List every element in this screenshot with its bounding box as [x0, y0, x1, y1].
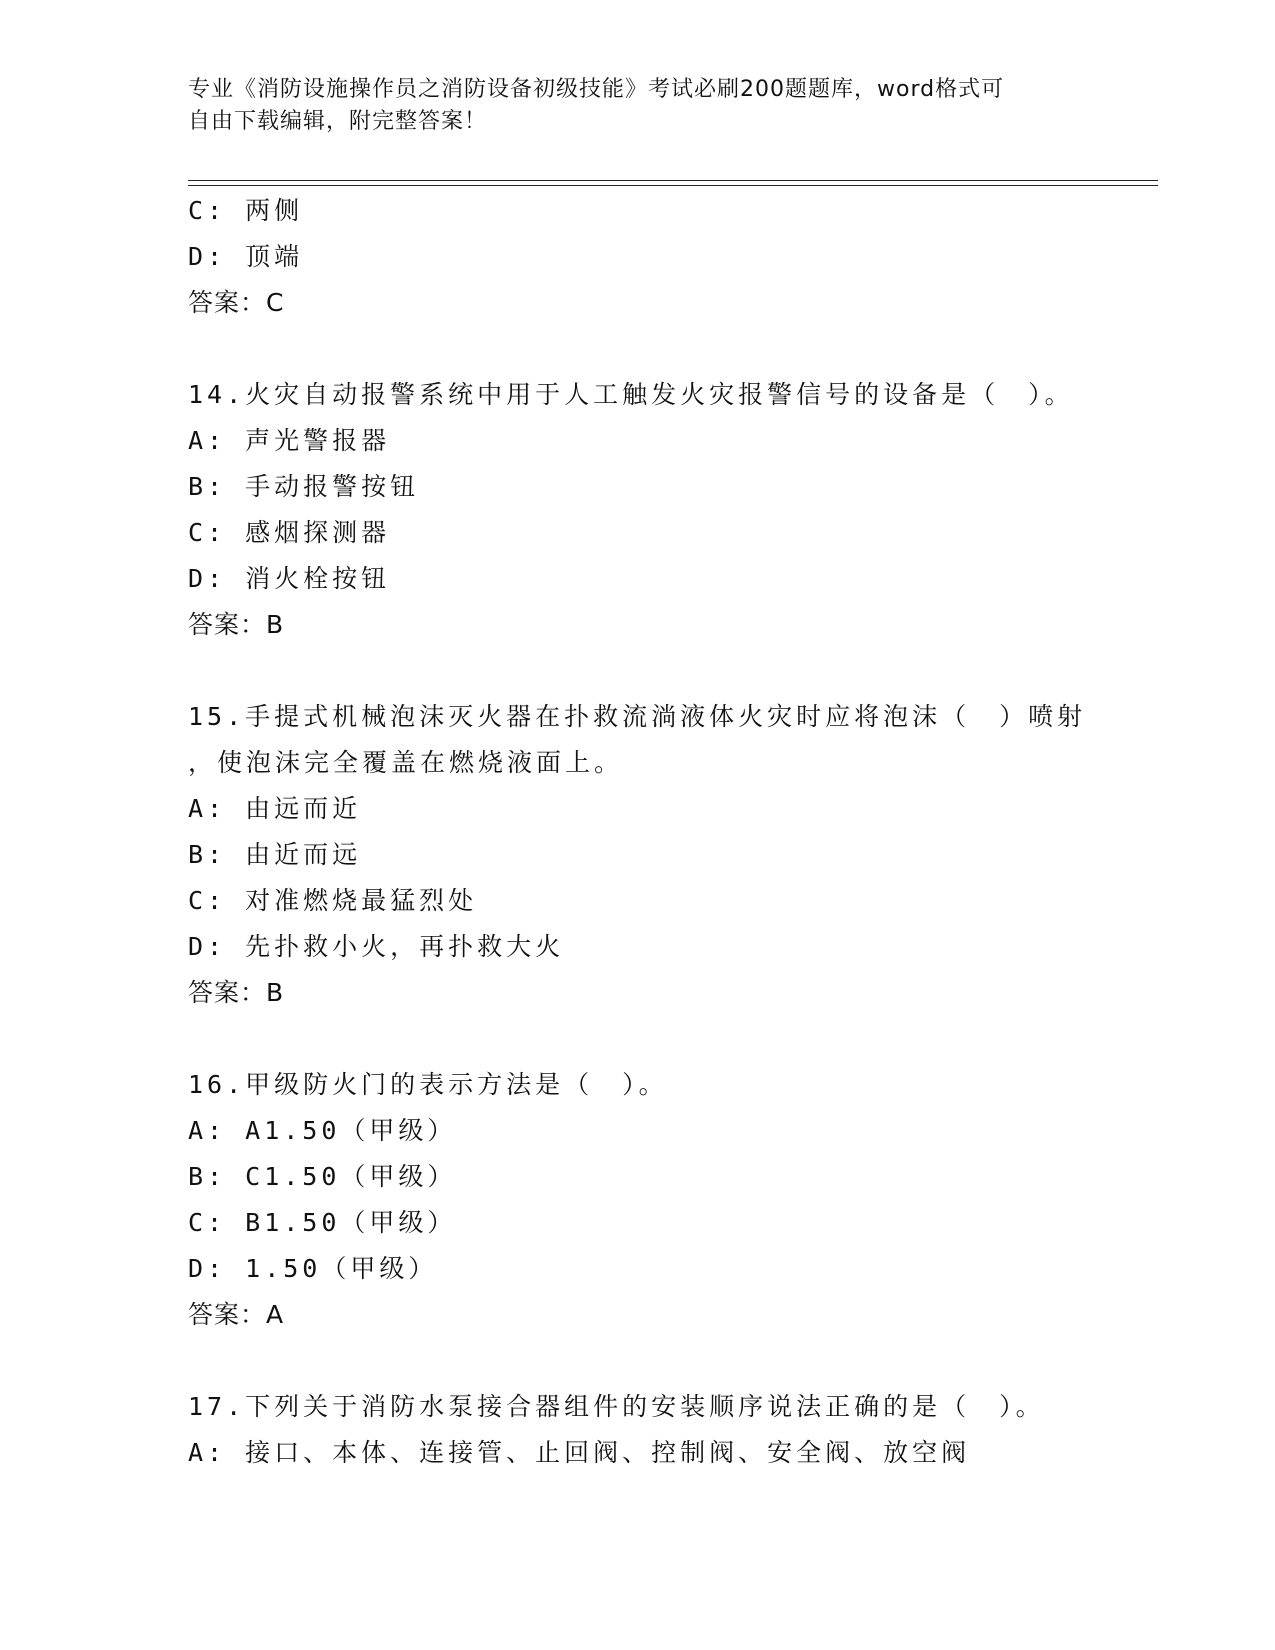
option-d: D: 消火栓按钮 [188, 564, 391, 593]
option-c: C: 两侧 [188, 196, 304, 225]
option-b: B: C1.50（甲级） [188, 1162, 457, 1191]
answer-line: 答案：A [188, 1300, 285, 1329]
option-a: A: 由远而近 [188, 794, 362, 823]
header-line-2: 自由下载编辑，附完整答案！ [188, 109, 488, 134]
answer-line: 答案：B [188, 978, 285, 1007]
option-c: C: 感烟探测器 [188, 518, 391, 547]
question-block-15 [188, 694, 1148, 1016]
question-list [188, 188, 1148, 1476]
question-stem-line-1: 15.手提式机械泡沫灭火器在扑救流淌液体火灾时应将泡沫（ ）喷射 [188, 702, 1087, 731]
header-rule-bottom [188, 185, 1158, 186]
spacer [188, 1338, 1148, 1384]
header-line-1: 专业《消防设施操作员之消防设备初级技能》考试必刷200题题库，word格式可 [188, 77, 1005, 102]
spacer [188, 648, 1148, 694]
answer-line: 答案：C [188, 288, 285, 317]
spacer [188, 326, 1148, 372]
answer-line: 答案：B [188, 610, 285, 639]
question-stem: 16.甲级防火门的表示方法是（ ）。 [188, 1070, 668, 1099]
option-a: A: 声光警报器 [188, 426, 391, 455]
option-b: B: 由近而远 [188, 840, 362, 869]
question-stem: 17.下列关于消防水泵接合器组件的安装顺序说法正确的是（ ）。 [188, 1392, 1045, 1421]
option-a: A: A1.50（甲级） [188, 1116, 457, 1145]
option-a: A: 接口、本体、连接管、止回阀、控制阀、安全阀、放空阀 [188, 1438, 971, 1467]
option-d: D: 1.50（甲级） [188, 1254, 438, 1283]
question-block-14 [188, 372, 1148, 648]
header-rule-top [188, 180, 1158, 181]
option-d: D: 先扑救小火，再扑救大火 [188, 932, 565, 961]
question-block-prev [188, 188, 1148, 326]
question-stem: 14.火灾自动报警系统中用于人工触发火灾报警信号的设备是（ ）。 [188, 380, 1074, 409]
option-c: C: 对准燃烧最猛烈处 [188, 886, 478, 915]
option-d: D: 顶端 [188, 242, 304, 271]
question-block-17 [188, 1384, 1148, 1476]
option-c: C: B1.50（甲级） [188, 1208, 457, 1237]
spacer [188, 1016, 1148, 1062]
question-block-16 [188, 1062, 1148, 1338]
document-header [188, 74, 1088, 138]
question-stem-line-2: ，使泡沫完全覆盖在燃烧液面上。 [188, 748, 624, 777]
option-b: B: 手动报警按钮 [188, 472, 420, 501]
